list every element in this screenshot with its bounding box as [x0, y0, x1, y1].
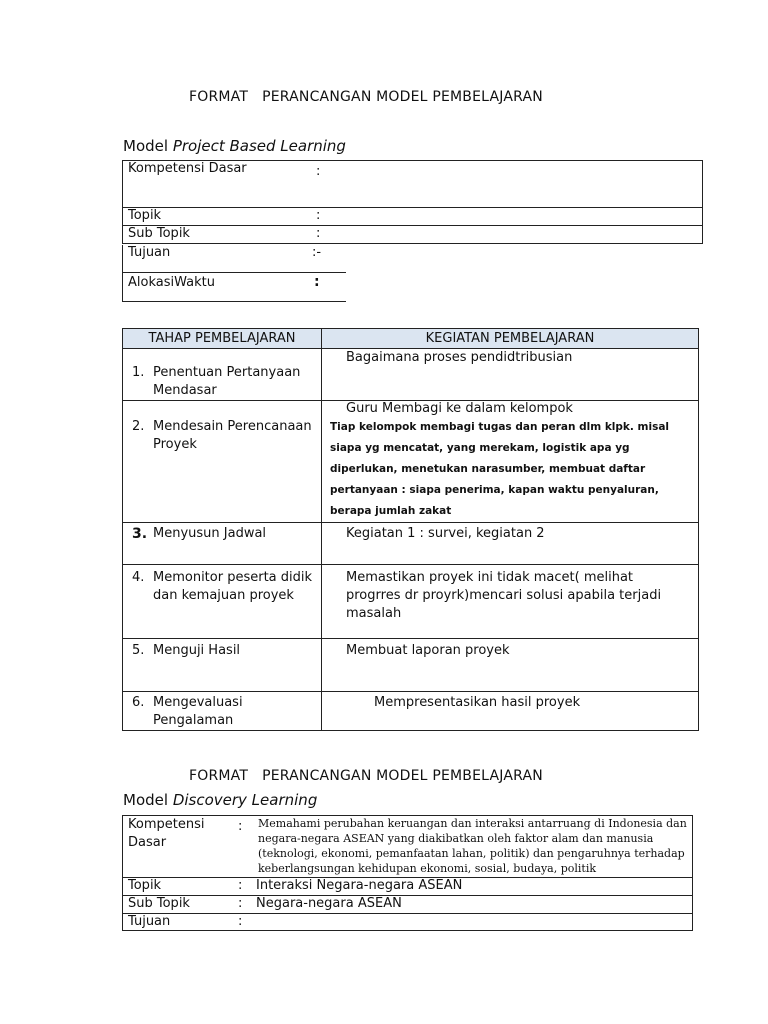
info-colon: :- — [312, 245, 322, 260]
stage-activity: Guru Membagi ke dalam kelompok — [346, 401, 573, 416]
stage-activity: Memastikan proyek ini tidak macet( melihat progrres dr proyrk)mencari solusi apabila terjadi masalah — [346, 570, 662, 621]
stage-number: 5. — [132, 643, 145, 658]
stage-row — [123, 565, 699, 639]
stage-row — [123, 523, 699, 565]
info-label: Topik — [128, 208, 162, 223]
model-heading-2 — [123, 791, 317, 809]
info-colon: : — [238, 819, 243, 834]
info-label: Tujuan — [128, 245, 171, 260]
stage-number: 4. — [132, 570, 145, 585]
info-row — [123, 914, 693, 931]
model-prefix: Model — [123, 791, 173, 809]
info-colon: : — [238, 914, 243, 929]
info-label: Kompetensi Dasar — [128, 161, 247, 176]
model-prefix: Model — [123, 137, 173, 155]
stage-header: TAHAP PEMBELAJARAN — [123, 329, 322, 349]
info-label: Topik — [128, 878, 162, 893]
stage-row — [123, 639, 699, 692]
activity-header: KEGIATAN PEMBELAJARAN — [322, 329, 699, 349]
stage-activity: Kegiatan 1 : survei, kegiatan 2 — [346, 526, 545, 541]
stage-name: Memonitor peserta didik dan kemajuan proyek — [153, 570, 313, 603]
model-name: Project Based Learning — [172, 137, 346, 155]
info-row — [123, 161, 703, 208]
info-colon: : — [316, 164, 321, 179]
stage-number: 2. — [132, 419, 145, 434]
left-border-line — [122, 245, 123, 302]
stage-activity-detail: Tiap kelompok membagi tugas dan peran dlm klpk. misal siapa yg mencatat, yang merekam, logistik apa yg diperlukan, menetukan narasumber, membuat daftar pertanyaan : siapa penerima, kapan waktu penyaluran, berapa jumlah zakat — [330, 421, 670, 517]
stage-step — [123, 364, 321, 400]
info-colon: : — [238, 878, 243, 893]
stage-activity: Bagaimana proses pendidtribusian — [346, 350, 573, 365]
info-row — [123, 208, 703, 226]
stage-name: Menguji Hasil — [153, 643, 241, 658]
info-colon: : — [316, 208, 321, 223]
info-label: Sub Topik — [128, 226, 190, 241]
stage-number: 6. — [132, 695, 145, 710]
model-heading-1 — [123, 137, 346, 155]
info-table-2 — [122, 815, 693, 931]
info-colon: : — [314, 274, 320, 290]
info-colon: : — [316, 226, 321, 241]
info-row — [123, 878, 693, 896]
stage-name: Mendesain Perencanaan Proyek — [153, 419, 312, 452]
format-title-2: FORMAT PERANCANGAN MODEL PEMBELAJARAN — [189, 768, 543, 784]
info-row — [123, 816, 693, 878]
stage-step — [123, 694, 321, 730]
info-colon: : — [238, 896, 243, 911]
stage-step — [123, 569, 321, 605]
stage-activity: Mempresentasikan hasil proyek — [374, 695, 581, 710]
stage-row — [123, 401, 699, 523]
info-row — [123, 896, 693, 914]
stage-header-row — [123, 329, 699, 349]
format-title-1: FORMAT PERANCANGAN MODEL PEMBELAJARAN — [189, 89, 543, 105]
info-table-1 — [122, 160, 703, 244]
info-value: Negara-negara ASEAN — [254, 896, 693, 914]
divider-line — [122, 301, 346, 302]
info-label: AlokasiWaktu — [128, 275, 215, 290]
info-label: Tujuan — [128, 914, 171, 929]
info-row — [123, 226, 703, 244]
stage-row — [123, 349, 699, 401]
stage-step — [123, 642, 321, 660]
stage-activity: Membuat laporan proyek — [346, 643, 510, 658]
stage-table — [122, 328, 699, 731]
info-label: Sub Topik — [128, 896, 190, 911]
stage-name: Penentuan Pertanyaan Mendasar — [153, 365, 301, 398]
info-value: Interaksi Negara-negara ASEAN — [254, 878, 693, 896]
stage-row — [123, 692, 699, 731]
stage-number: 1. — [132, 365, 145, 380]
info-value: Memahami perubahan keruangan dan interaksi antarruang di Indonesia dan negara-negara ASEAN yang diakibatkan oleh faktor alam dan manusia (teknologi, ekonomi, pemanfaatan lahan, politik) dan pengaruhnya terhadap keberlangsungan kehidupan ekonomi, sosial, budaya, politik — [258, 817, 687, 875]
stage-number: 3. — [132, 526, 148, 542]
model-name: Discovery Learning — [172, 791, 318, 809]
stage-name: Menyusun Jadwal — [153, 526, 267, 541]
stage-name: Mengevaluasi Pengalaman — [153, 695, 243, 728]
divider-line — [122, 272, 346, 273]
info-value — [254, 914, 693, 931]
stage-step — [123, 418, 321, 454]
info-label: Kompetensi Dasar — [128, 817, 205, 850]
stage-step — [123, 525, 321, 543]
